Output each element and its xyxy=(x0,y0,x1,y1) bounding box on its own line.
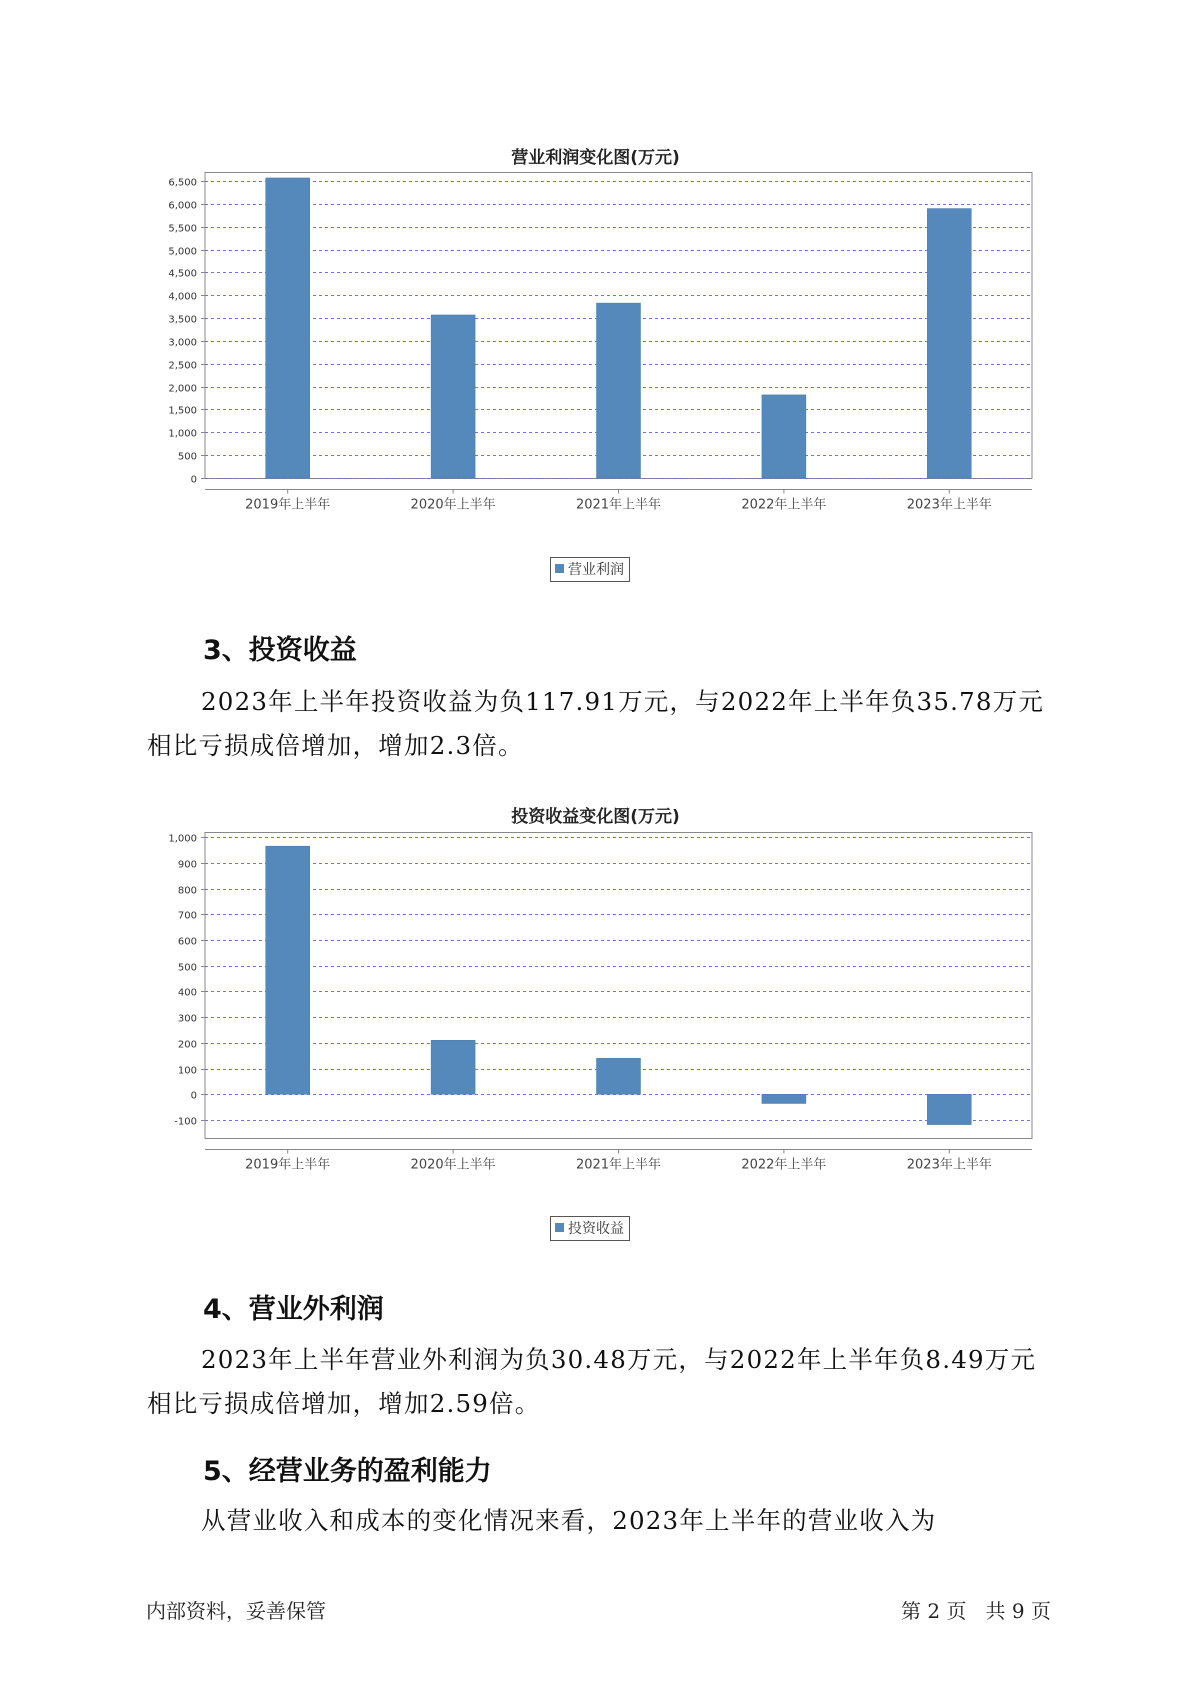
section3-paragraph xyxy=(147,680,1062,768)
x-tick-label: 2020年上半年 xyxy=(410,497,496,513)
y-tick-label: 300 xyxy=(177,1013,197,1025)
section3-line2: 相比亏损成倍增加，增加2.3倍。 xyxy=(147,731,524,760)
x-tick-label: 2019年上半年 xyxy=(245,497,331,513)
legend-label: 营业利润 xyxy=(568,562,624,578)
bar xyxy=(762,1094,806,1103)
x-tick-label: 2022年上半年 xyxy=(741,497,827,513)
y-tick-label: 5,500 xyxy=(168,223,197,235)
x-tick-label: 2021年上半年 xyxy=(575,1157,662,1173)
x-tick-label: 2019年上半年 xyxy=(245,1157,331,1173)
bar xyxy=(927,1094,971,1124)
footer-left: 内部资料，妥善保管 xyxy=(146,1599,326,1623)
chart1-legend xyxy=(550,557,630,582)
y-tick-label: 4,000 xyxy=(168,291,197,303)
x-tick-label: 2023年上半年 xyxy=(906,497,992,513)
y-tick-label: 6,000 xyxy=(168,200,197,212)
y-tick-label: 600 xyxy=(177,936,197,948)
bar xyxy=(266,178,310,478)
bar xyxy=(927,209,971,478)
y-tick-label: 200 xyxy=(177,1039,197,1051)
chart2-legend xyxy=(550,1216,630,1241)
chart1 xyxy=(160,172,1040,522)
legend-label: 投资收益 xyxy=(568,1221,624,1237)
y-tick-label: 0 xyxy=(190,1090,197,1102)
y-tick-label: 500 xyxy=(177,962,197,974)
chart2-svg xyxy=(160,832,1040,1182)
bar xyxy=(266,846,310,1094)
y-tick-label: 900 xyxy=(177,859,197,871)
y-tick-label: 5,000 xyxy=(168,246,197,258)
y-tick-label: 3,500 xyxy=(168,314,197,326)
y-tick-label: 3,000 xyxy=(168,337,197,349)
y-tick-label: 800 xyxy=(177,885,197,897)
legend-swatch xyxy=(555,1223,564,1232)
y-tick-label: 1,000 xyxy=(168,428,197,440)
bar xyxy=(597,303,641,478)
x-tick-label: 2022年上半年 xyxy=(741,1157,827,1173)
x-tick-label: 2020年上半年 xyxy=(410,1157,496,1173)
y-tick-label: -100 xyxy=(174,1116,197,1128)
section4-heading: 4、营业外利润 xyxy=(203,1294,384,1325)
bar xyxy=(431,315,475,478)
y-tick-label: 500 xyxy=(177,451,197,463)
chart2 xyxy=(160,832,1040,1182)
y-tick-label: 0 xyxy=(190,474,197,486)
y-tick-label: 2,000 xyxy=(168,383,197,395)
section5-heading: 5、经营业务的盈利能力 xyxy=(203,1456,492,1487)
legend-swatch xyxy=(555,564,564,573)
x-tick-label: 2021年上半年 xyxy=(575,497,662,513)
section3-line1: 2023年上半年投资收益为负117.91万元，与2022年上半年负35.78万元 xyxy=(201,687,1045,716)
section5-line1: 从营业收入和成本的变化情况来看，2023年上半年的营业收入为 xyxy=(201,1506,937,1535)
chart1-title: 营业利润变化图(万元) xyxy=(511,148,680,168)
y-tick-label: 100 xyxy=(177,1065,197,1077)
y-tick-label: 4,500 xyxy=(168,268,197,280)
section4-paragraph xyxy=(147,1338,1062,1426)
footer-page-number: 第 2 页 共 9 页 xyxy=(901,1599,1051,1623)
x-tick-label: 2023年上半年 xyxy=(906,1157,992,1173)
chart2-title: 投资收益变化图(万元) xyxy=(511,807,680,827)
section5-paragraph xyxy=(147,1499,1062,1543)
section4-line2: 相比亏损成倍增加，增加2.59倍。 xyxy=(147,1389,541,1418)
bar xyxy=(762,395,806,478)
bar xyxy=(431,1040,475,1094)
y-tick-label: 2,500 xyxy=(168,360,197,372)
y-tick-label: 400 xyxy=(177,987,197,999)
chart1-svg xyxy=(160,172,1040,522)
bar xyxy=(597,1058,641,1094)
y-tick-label: 1,500 xyxy=(168,405,197,417)
y-tick-label: 700 xyxy=(177,910,197,922)
section3-heading: 3、投资收益 xyxy=(203,635,357,666)
section4-line1: 2023年上半年营业外利润为负30.48万元，与2022年上半年负8.49万元 xyxy=(201,1345,1037,1374)
y-tick-label: 6,500 xyxy=(168,177,197,189)
y-tick-label: 1,000 xyxy=(168,833,197,845)
